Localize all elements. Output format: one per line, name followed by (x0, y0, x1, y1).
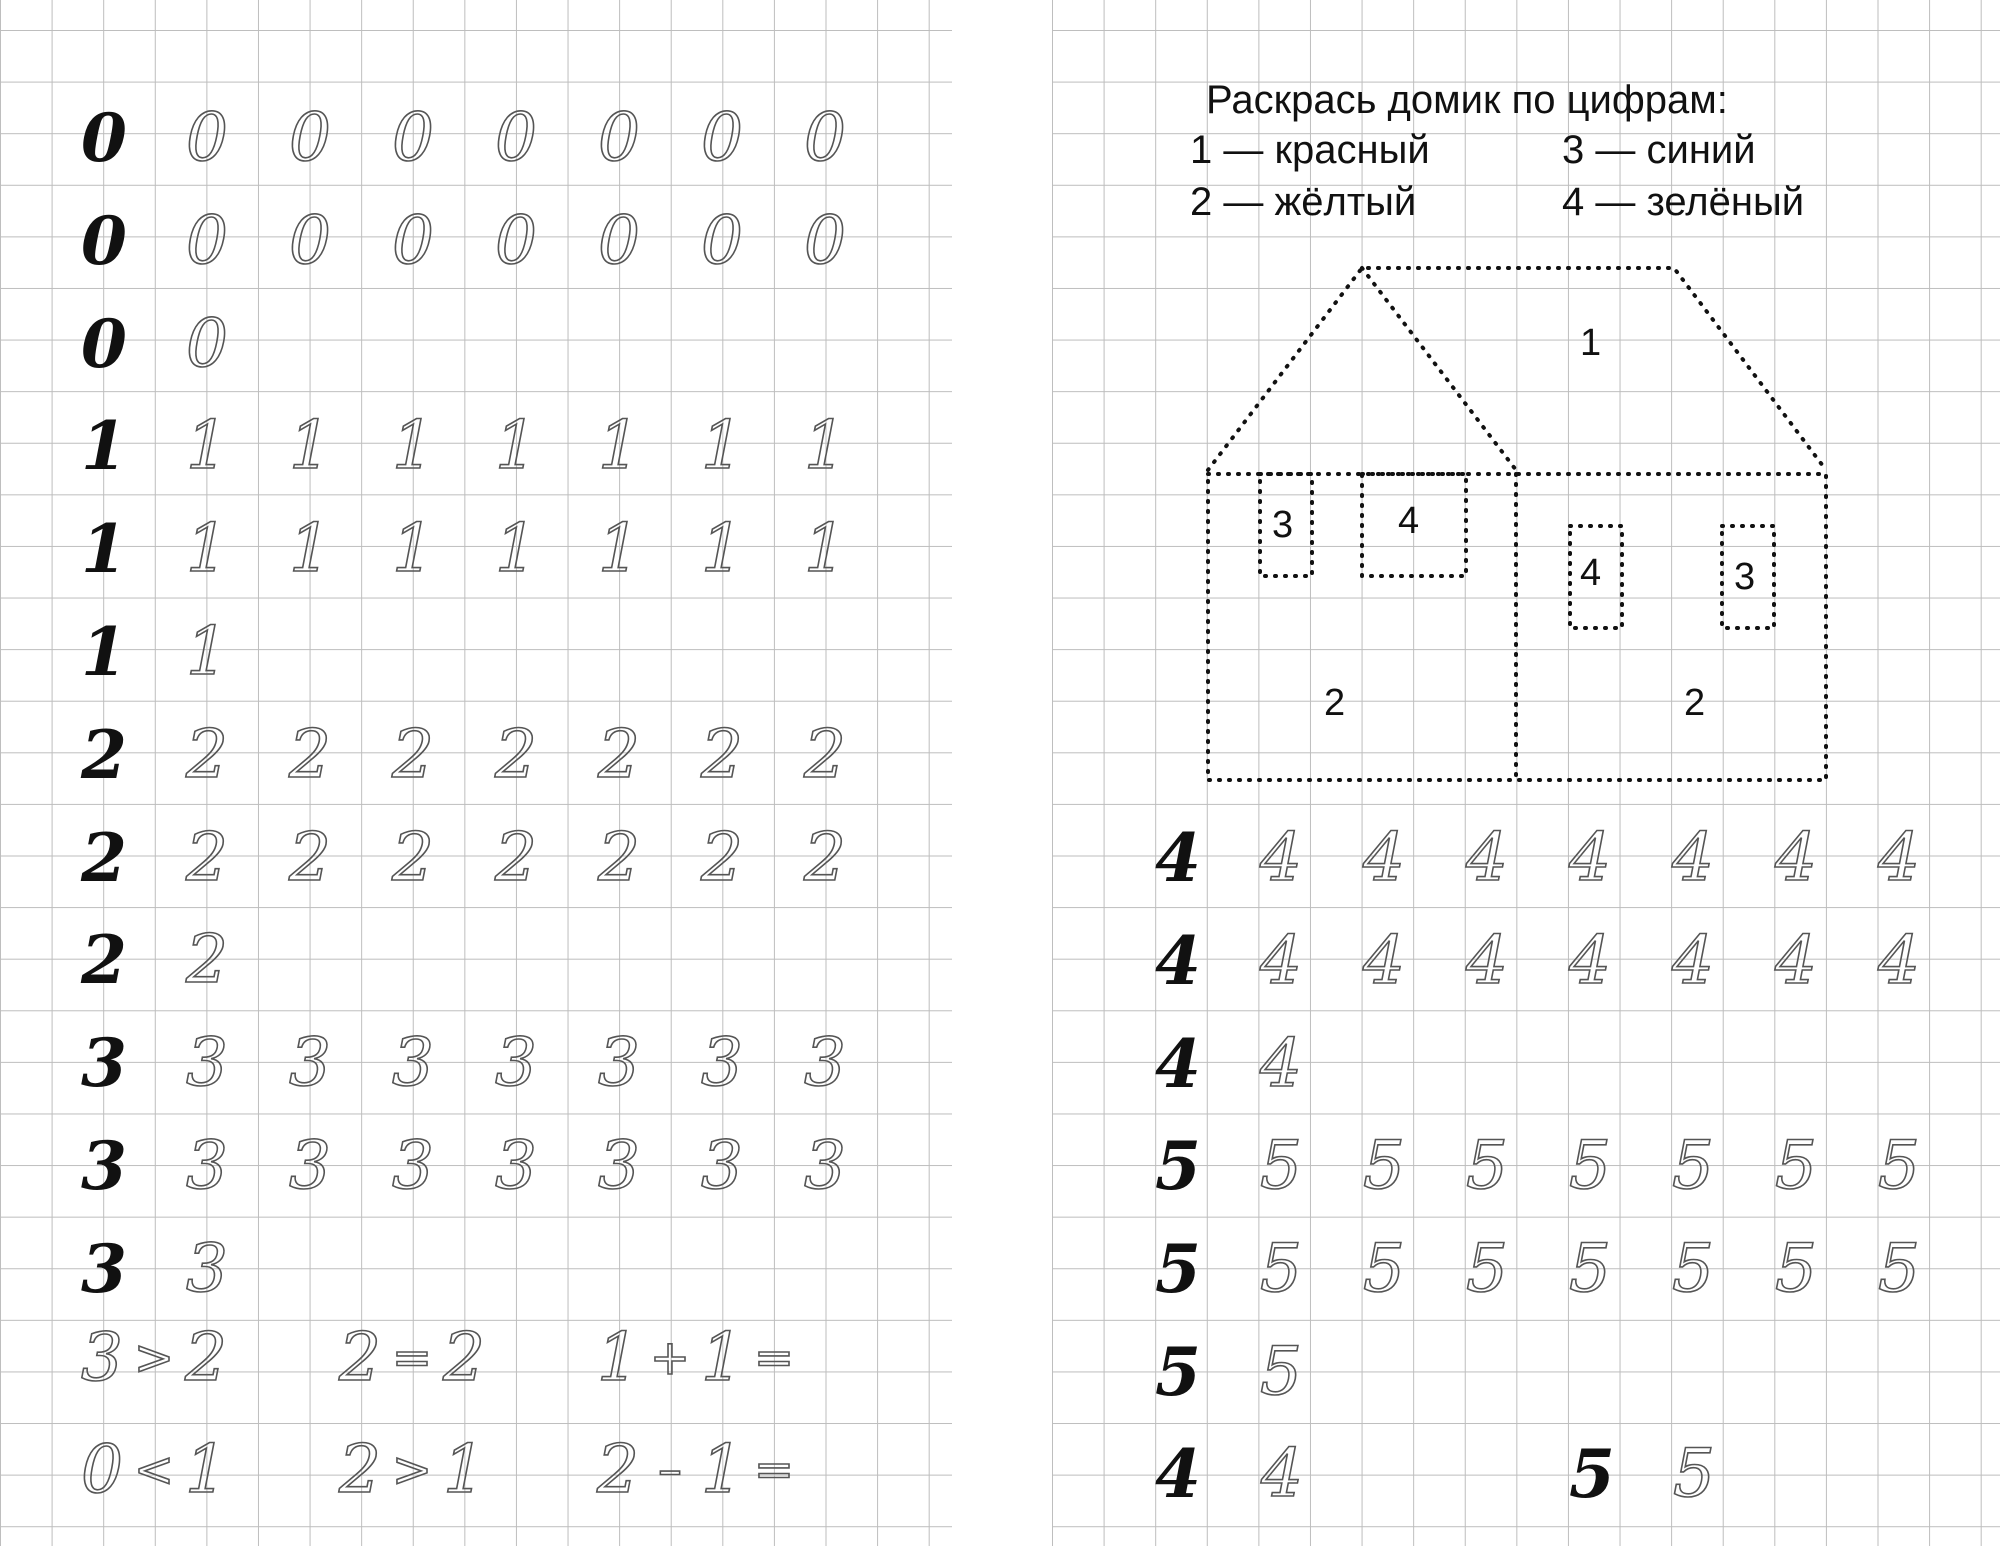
expr-2-digit-a: 2 (339, 1319, 381, 1396)
trace-digit: 5 (1775, 1127, 1817, 1205)
trace-digit: 0 (701, 99, 743, 176)
trace-digit: 1 (598, 407, 640, 485)
expr-4-digit-b: 1 (185, 1431, 227, 1508)
trace-digit: 1 (804, 407, 846, 485)
model-digit: 0 (81, 201, 127, 280)
trace-digit: 5 (1775, 1230, 1817, 1308)
trace-digit: 5 (1363, 1230, 1405, 1308)
trace-digit: 3 (495, 1024, 537, 1102)
trace-digit: 4 (1363, 921, 1405, 999)
trace-digit: 0 (495, 99, 537, 176)
model-digit: 2 (81, 921, 127, 1000)
trace-digit: 1 (186, 407, 228, 485)
trace-digit: 0 (598, 99, 640, 176)
house-label-window-right-a: 4 (1580, 552, 1602, 594)
expr-5-operator: > (391, 1442, 433, 1498)
trace-digit: 1 (392, 510, 434, 588)
trace-digit: 1 (289, 407, 331, 485)
trace-digit: 4 (1260, 819, 1302, 896)
trace-digit: 0 (392, 99, 434, 176)
trace-digit: 3 (289, 1127, 331, 1204)
trace-digit: 2 (598, 818, 640, 896)
trace-digit: 5 (1569, 1127, 1611, 1205)
expr-6-operator: – (658, 1442, 682, 1498)
trace-digit: 1 (804, 510, 846, 588)
expr-1-digit-a: 3 (81, 1319, 123, 1396)
expr-5-digit-a: 2 (339, 1431, 381, 1508)
model-digit: 4 (1155, 819, 1201, 897)
trace-digit: 3 (598, 1024, 640, 1102)
trace-digit: 1 (701, 407, 743, 485)
trace-digit: 2 (804, 818, 846, 896)
trace-digit: 2 (392, 818, 434, 896)
trace-digit: 0 (289, 201, 331, 279)
trace-digit: 5 (1466, 1127, 1508, 1205)
trace-digit: 4 (1569, 819, 1611, 896)
trace-digit: 5 (1878, 1230, 1920, 1308)
model-digit: 1 (81, 510, 127, 589)
trace-digit: 2 (186, 921, 228, 999)
trace-digit: 4 (1261, 1435, 1303, 1512)
trace-digit: 0 (289, 99, 331, 176)
trace-digit: 2 (289, 715, 331, 793)
trace-digit: 4 (1878, 921, 1920, 999)
trace-digit: 3 (598, 1127, 640, 1204)
model-digit: 1 (81, 407, 127, 486)
model-digit: 5 (1155, 1230, 1201, 1309)
expr-3-operator: + (649, 1330, 691, 1386)
trace-digit: 2 (186, 715, 228, 793)
expr-3-equals: = (753, 1330, 795, 1386)
trace-digit: 3 (186, 1127, 228, 1204)
model-digit: 3 (81, 1229, 127, 1308)
trace-digit: 3 (804, 1024, 846, 1102)
model-digit: 2 (81, 715, 127, 794)
trace-digit: 2 (186, 818, 228, 896)
house-label-window-left-small: 3 (1272, 504, 1294, 546)
house-label-window-right-b: 3 (1734, 556, 1756, 598)
trace-digit: 0 (804, 99, 846, 176)
trace-digit: 2 (495, 818, 537, 896)
model-digit: 2 (81, 818, 127, 897)
trace-digit: 2 (392, 715, 434, 793)
expr-2-operator: = (391, 1330, 433, 1386)
trace-digit: 4 (1775, 921, 1817, 999)
trace-digit: 3 (186, 1024, 228, 1102)
trace-digit: 1 (186, 510, 228, 588)
trace-digit: 5 (1672, 1127, 1714, 1205)
trace-digit: 3 (186, 1229, 228, 1307)
trace-digit: 3 (289, 1024, 331, 1102)
expr-6-digit-b: 1 (701, 1431, 743, 1508)
trace-digit: 5 (1260, 1230, 1302, 1308)
trace-digit: 2 (701, 818, 743, 896)
trace-digit: 1 (701, 510, 743, 588)
house-label-left-wall: 2 (1324, 682, 1346, 724)
trace-digit: 0 (186, 99, 228, 176)
model-digit: 1 (81, 613, 127, 691)
house-roof-outline (1208, 268, 1826, 470)
trace-digit: 1 (495, 407, 537, 485)
trace-digit: 2 (495, 715, 537, 793)
trace-digit: 5 (1672, 1230, 1714, 1308)
trace-digit: 4 (1466, 819, 1508, 896)
trace-digit: 5 (1363, 1127, 1405, 1205)
trace-digit: 5 (1878, 1127, 1920, 1205)
legend-item-1: 1 — красный (1190, 128, 1430, 172)
house-label-roof: 1 (1580, 322, 1602, 364)
trace-digit: 1 (289, 510, 331, 588)
model-digit: 4 (1155, 1435, 1201, 1513)
trace-digit: 2 (701, 715, 743, 793)
trace-digit: 4 (1569, 921, 1611, 999)
trace-digit: 5 (1260, 1127, 1302, 1205)
legend-item-3: 3 — синий (1562, 128, 1756, 172)
trace-digit: 4 (1672, 921, 1714, 999)
trace-digit: 5 (1260, 1333, 1302, 1410)
expr-4-operator: < (133, 1442, 175, 1498)
model-digit: 5 (1569, 1435, 1615, 1513)
expr-1-digit-b: 2 (185, 1319, 227, 1396)
trace-digit: 3 (392, 1024, 434, 1102)
expr-2-digit-b: 2 (443, 1319, 485, 1396)
model-digit: 3 (81, 1024, 127, 1103)
trace-digit: 4 (1363, 819, 1405, 896)
model-digit: 5 (1155, 1333, 1201, 1411)
trace-digit: 4 (1878, 819, 1920, 896)
expr-3-digit-b: 1 (701, 1319, 743, 1396)
trace-digit: 3 (701, 1024, 743, 1102)
expr-1-operator: > (133, 1330, 175, 1386)
trace-digit: 2 (598, 715, 640, 793)
trace-digit: 0 (598, 201, 640, 279)
expr-4-digit-a: 0 (81, 1431, 123, 1508)
trace-digit: 0 (701, 201, 743, 279)
trace-digit: 5 (1673, 1435, 1715, 1512)
trace-digit: 0 (804, 201, 846, 279)
trace-digit: 0 (186, 304, 228, 382)
trace-digit: 4 (1260, 921, 1302, 999)
trace-digit: 4 (1466, 921, 1508, 999)
model-digit: 0 (81, 304, 127, 383)
expr-6-digit-a: 2 (597, 1431, 639, 1508)
trace-digit: 0 (186, 201, 228, 279)
trace-digit: 2 (289, 818, 331, 896)
trace-digit: 0 (495, 201, 537, 279)
trace-digit: 4 (1260, 1024, 1302, 1102)
trace-digit: 1 (186, 613, 228, 690)
trace-digit: 1 (392, 407, 434, 485)
house-label-right-wall: 2 (1684, 682, 1706, 724)
house-label-window-left-large: 4 (1398, 500, 1420, 542)
model-digit: 0 (81, 99, 127, 177)
trace-digit: 5 (1466, 1230, 1508, 1308)
model-digit: 5 (1155, 1127, 1201, 1206)
trace-digit: 2 (804, 715, 846, 793)
trace-digit: 1 (495, 510, 537, 588)
expr-5-digit-b: 1 (443, 1431, 485, 1508)
legend-item-2: 2 — жёлтый (1190, 180, 1417, 224)
trace-digit: 3 (495, 1127, 537, 1204)
expr-3-digit-a: 1 (597, 1319, 639, 1396)
model-digit: 4 (1155, 921, 1201, 1000)
trace-digit: 4 (1775, 819, 1817, 896)
instruction-title: Раскрась домик по цифрам: (1206, 78, 1728, 122)
roof-ridge-divider (1362, 268, 1516, 470)
trace-digit: 3 (701, 1127, 743, 1204)
trace-digit: 5 (1569, 1230, 1611, 1308)
trace-digit: 0 (392, 201, 434, 279)
model-digit: 4 (1155, 1024, 1201, 1103)
trace-digit: 1 (598, 510, 640, 588)
trace-digit: 4 (1672, 819, 1714, 896)
legend-item-4: 4 — зелёный (1562, 180, 1805, 224)
expr-6-equals: = (753, 1442, 795, 1498)
trace-digit: 3 (804, 1127, 846, 1204)
trace-digit: 3 (392, 1127, 434, 1204)
model-digit: 3 (81, 1127, 127, 1205)
